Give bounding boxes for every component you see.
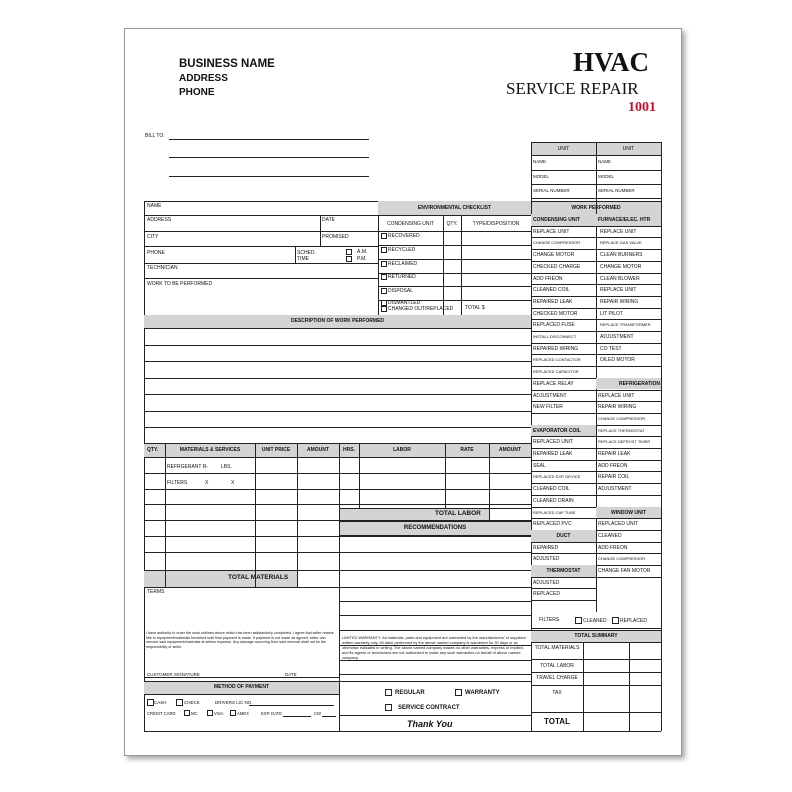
env-qty: QTY. [446, 221, 458, 227]
env-total: TOTAL $ [465, 305, 485, 311]
furnace-item: CLEAN BLOWER [600, 275, 640, 282]
condensing-title: CONDENSING UNIT [533, 217, 580, 223]
customer-promised-label: PROMISED [322, 234, 349, 240]
regular-label: REGULAR [395, 690, 425, 696]
materials-services-header: MATERIALS & SERVICES [179, 447, 241, 453]
filters-cleaned-label: CLEANED [583, 618, 607, 624]
env-item: RECLAIMED [388, 261, 418, 267]
am-label: A.M. [357, 249, 368, 255]
evaporator-item: REPLACED EXP. DEVICE [533, 474, 581, 480]
env-checkbox[interactable] [381, 274, 387, 280]
evaporator-item: REPLACED CAP TUBE [533, 509, 576, 515]
summary-total-materials: TOTAL MATERIALS [534, 645, 580, 651]
lbs-label: LBS. [221, 464, 232, 470]
warranty-checkbox[interactable] [455, 689, 462, 696]
work-performed-title: WORK PERFORMED [571, 205, 621, 211]
unit1-name: NAME [533, 159, 547, 164]
work-to-perform-label: WORK TO BE PERFORMED [147, 281, 213, 287]
condensing-item: REPLACE UNIT [533, 228, 570, 235]
description-title: DESCRIPTION OF WORK PERFORMED [290, 318, 385, 324]
bill-to-line-2[interactable] [169, 157, 369, 158]
labor-header: LABOR [393, 447, 411, 453]
condensing-item: CHECKED CHARGE [533, 263, 581, 270]
amex-checkbox[interactable] [230, 710, 236, 716]
materials-amount-header: AMOUNT [307, 447, 329, 453]
customer-phone-label: PHONE [147, 250, 165, 256]
refrigeration-item: REPLACE UNIT [598, 392, 635, 399]
customer-sched-label: SCHED. [297, 250, 316, 256]
form-subtitle: SERVICE REPAIR [506, 79, 639, 98]
env-checkbox[interactable] [381, 261, 387, 267]
credit-card-label: CREDIT CARD [147, 711, 176, 716]
env-item: RECYCLED [388, 247, 416, 253]
env-item: DISPOSAL [388, 288, 414, 294]
condensing-item: REPAIRED WIRING [533, 345, 579, 352]
form-number: 1001 [628, 100, 656, 115]
bill-to-label: BILL TO: [145, 133, 165, 139]
condensing-item: NEW FILTER [533, 404, 563, 411]
duct-item: REPAIRED [533, 544, 559, 551]
refrigeration-item: ADJUSTMENT [598, 486, 632, 493]
customer-city-label: CITY [147, 234, 159, 240]
service-repair-form [124, 28, 682, 756]
window-title: WINDOW UNIT [611, 509, 646, 516]
evaporator-item: CLEANED DRAIN [533, 497, 574, 504]
summary-total: TOTAL [544, 717, 570, 726]
thermostat-title: THERMOSTAT [546, 568, 581, 574]
furnace-item: ADJUSTMENT [600, 334, 634, 340]
bill-to-line-3[interactable] [169, 176, 369, 177]
customer-date-label: DATE [322, 217, 335, 223]
summary-tax: TAX [552, 690, 562, 696]
duct-title: DUCT [556, 532, 571, 539]
check-label: CHECK [184, 700, 200, 705]
pm-checkbox[interactable] [346, 256, 352, 262]
furnace-item: CHANGE MOTOR [600, 263, 642, 270]
env-item: RECOVERED [388, 233, 420, 239]
unit1-serial: SERIAL NUMBER [533, 188, 570, 193]
payment-title: METHOD OF PAYMENT [213, 684, 269, 690]
customer-signature-label: CUSTOMER SIGNATURE [147, 672, 200, 677]
check-checkbox[interactable] [176, 699, 183, 706]
window-item: ADD FREON [598, 544, 628, 551]
mc-checkbox[interactable] [184, 710, 190, 716]
summary-travel-charge: TRAVEL CHARGE [536, 675, 578, 681]
window-item: CLEANED [598, 532, 622, 539]
furnace-item: CO TEST [600, 345, 622, 352]
evaporator-item: REPLACED UNIT [533, 439, 574, 446]
business-phone: PHONE [179, 87, 215, 98]
condensing-item: REPLACED CAPACITOR [533, 369, 579, 375]
evaporator-title: EVAPORATOR COIL [533, 427, 581, 434]
env-item: DISMANTLED [388, 300, 421, 306]
condensing-item: CHANGE COMPRESSOR [533, 240, 581, 246]
customer-address-label: ADDRESS [147, 217, 172, 223]
evaporator-item: REPLACED PVC [533, 521, 572, 528]
materials-unit-price-header: UNIT PRICE [261, 447, 291, 453]
technician-label: TECHNICIAN [147, 265, 178, 271]
condensing-item: REPLACED CONTACTOR [533, 357, 581, 363]
filters-replaced-checkbox[interactable] [612, 617, 619, 624]
regular-checkbox[interactable] [385, 689, 392, 696]
visa-label: VISA [214, 711, 224, 716]
window-item: REPLACED UNIT [598, 521, 639, 528]
env-item: CHANGED OUT/REPLACED [388, 306, 454, 312]
signature-date-label: DATE [285, 672, 297, 677]
refrigeration-item: ADD FREON [598, 462, 628, 469]
summary-total-labor: TOTAL LABOR [540, 663, 574, 669]
visa-checkbox[interactable] [207, 710, 213, 716]
refrigerant-label: REFRGERANT R- [167, 464, 209, 470]
env-item: RETURNED [388, 274, 416, 280]
unit2-model: MODEL [598, 174, 615, 179]
refrigeration-item: REPAIR LEAK [598, 451, 631, 457]
env-checkbox[interactable] [381, 247, 387, 253]
furnace-item: REPLACE TRANSFORMER [600, 322, 651, 328]
condensing-item: ADD FREON [533, 275, 563, 282]
drivers-lic-label: DRIVERS LIC NO. [215, 700, 253, 705]
filters-label: FILTERS [539, 617, 560, 623]
furnace-item: REPLACE GAS VALVE [600, 240, 642, 246]
cw-label: CW [314, 711, 321, 716]
labor-hrs-header: HRS. [343, 447, 355, 453]
env-checkbox[interactable] [381, 306, 387, 312]
total-materials-label: TOTAL MATERIALS [228, 574, 289, 581]
materials-qty-header: QTY. [147, 447, 159, 453]
condensing-item: CHECKED MOTOR [533, 310, 578, 317]
warranty-label: WARRANTY [465, 690, 500, 696]
thermostat-item: REPLACED [533, 591, 560, 598]
labor-rate-header: RATE [460, 447, 474, 453]
condensing-item: REPLACED FUSE [533, 322, 575, 329]
recommendations-title: RECOMMENDATIONS [403, 525, 467, 531]
env-checklist-title: ENVIRONMENTAL CHECKLIST [417, 205, 492, 211]
business-name: BUSINESS NAME [179, 58, 275, 70]
refrigeration-title: REFRIGERATION [618, 380, 660, 387]
env-checkbox[interactable] [381, 233, 387, 239]
condensing-item: ADJUSTMENT [533, 392, 567, 399]
furnace-item: LIT PILOT [600, 310, 623, 317]
customer-time-label: TIME [297, 256, 309, 262]
refrigeration-item: REPLACE THERMOSTAT [598, 427, 645, 433]
condensing-item: REPAIRED LEAK [533, 298, 573, 305]
am-checkbox[interactable] [346, 249, 352, 255]
env-condensing-unit: CONDENSING UNIT [387, 221, 434, 227]
refrigeration-item: REPAIR COIL [598, 474, 630, 481]
unit-header-1: UNIT [557, 146, 570, 152]
thermostat-item: ADJUSTED [533, 579, 560, 586]
unit2-name: NAME [598, 159, 612, 164]
customer-name-label: NAME [147, 203, 162, 209]
condensing-item: CHANGE MOTOR [533, 252, 575, 259]
filters-replaced-label: REPLACED [620, 618, 647, 624]
window-item: CHANGE FAN MOTOR [598, 568, 651, 574]
evaporator-item: SEAL [533, 462, 546, 469]
filters-x-2: X [231, 480, 235, 486]
env-type-disposition: TYPE/DISPOSITION [472, 221, 520, 227]
service-contract-checkbox[interactable] [385, 704, 392, 711]
warranty-text: LIMITED WARRANTY: All materials, parts and equipment are warranted by the manufacturers' or suppliers' written warranty only. All labor performed by the above named company is warranted for 30 days or as otherwise indicated in writing. The above named company makes no other warranties, express or implied, and its agents or technicians are not authorized to make any such warranties on behalf of above named company. [342, 635, 527, 660]
refrigeration-item: REPLACE DEFROST TIMER [598, 439, 651, 445]
service-contract-label: SERVICE CONTRACT [398, 705, 460, 711]
furnace-item: CLEAN BURNERS [600, 252, 643, 259]
unit-header-2: UNIT [622, 146, 635, 152]
unit1-model: MODEL [533, 174, 550, 179]
authorization-text: I have authority to order the work outlined above which has been satisfactorily completed. I agree that seller retains title to equipment/materials furnished until final payment is made. If payment is not made as agreed, seller can remove said equipment/materials at sellers expense. Any damage occurring from said removal shall not be the responsibility of seller. [146, 631, 334, 649]
furnace-title: FURNACE/ELEC. HTR [598, 217, 651, 223]
thank-you: Thank You [407, 719, 453, 729]
business-address: ADDRESS [179, 73, 228, 84]
total-labor-label: TOTAL LABOR [435, 510, 481, 517]
bill-to-line-1[interactable] [169, 139, 369, 140]
condensing-item: REPLACE RELAY [533, 380, 574, 387]
refrigeration-item: REPAIR WIRING [598, 404, 637, 411]
unit2-serial: SERIAL NUMBER [598, 188, 635, 193]
condensing-item: INSTALL DISCONNECT [533, 334, 577, 339]
labor-amount-header: AMOUNT [499, 447, 521, 453]
duct-item: ADJUSTED [533, 556, 560, 563]
filters-x-1: X [205, 480, 209, 486]
filters-material-label: FILTERS [167, 480, 188, 486]
furnace-item: REPLACE UNIT [600, 287, 637, 294]
evaporator-item: CLEANED COIL [533, 486, 570, 493]
amex-label: AMEX [237, 711, 249, 716]
refrigeration-item: CHANGE COMPRESSOR [598, 415, 646, 421]
pm-label: P.M. [357, 256, 367, 262]
condensing-item: CLEANED COIL [533, 287, 570, 294]
cash-label: CASH [154, 700, 167, 705]
cash-checkbox[interactable] [147, 699, 154, 706]
filters-cleaned-checkbox[interactable] [575, 617, 582, 624]
env-checkbox[interactable] [381, 288, 387, 294]
terms-label: TERMS [147, 589, 165, 595]
mc-label: MC [191, 711, 198, 716]
form-title: HVAC [573, 47, 650, 77]
furnace-item: REPAIR WIRING [600, 298, 639, 305]
window-item: CHANGE COMPRESSOR [598, 556, 646, 562]
furnace-item: OILED MOTOR [600, 357, 635, 364]
total-summary-title: TOTAL SUMMARY [574, 633, 618, 639]
exp-date-label: EXP. DATE [261, 711, 283, 716]
evaporator-item: REPAIRED LEAK [533, 451, 573, 457]
furnace-item: REPLACE UNIT [600, 228, 637, 235]
